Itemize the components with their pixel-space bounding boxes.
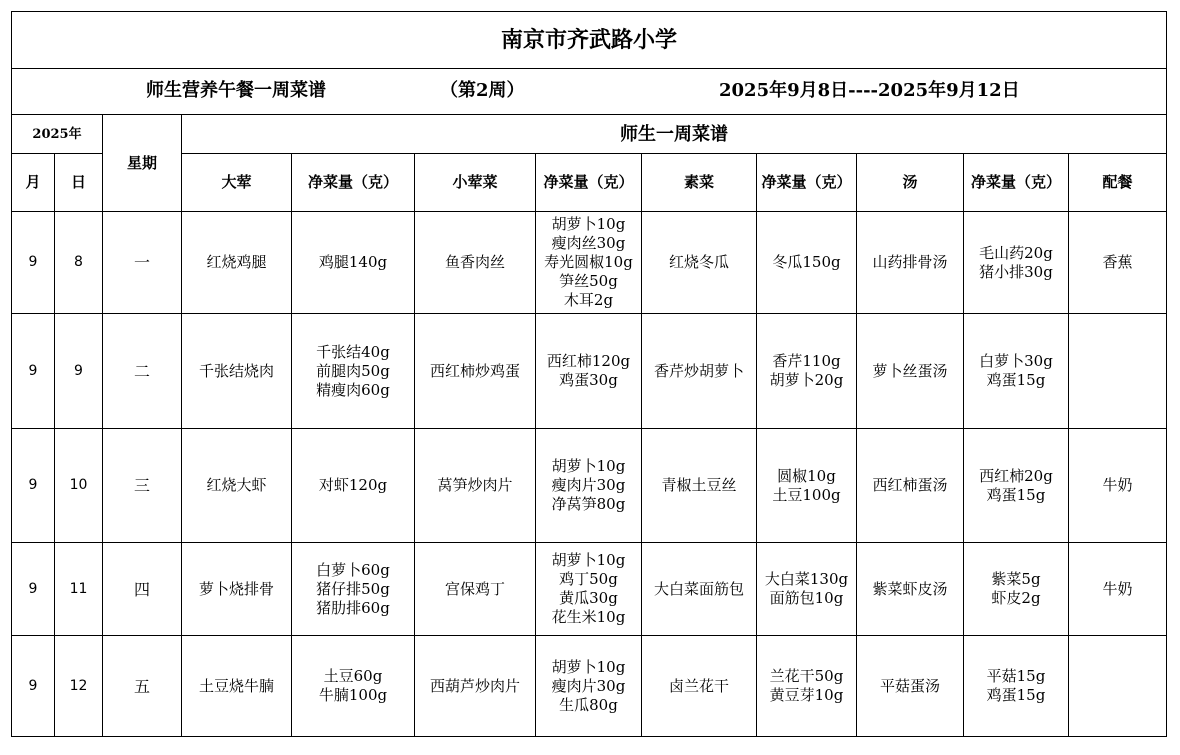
small-dish-cell: 莴笋炒肉片 [415,429,536,543]
net-weight-header: 净菜量（克） [964,154,1069,212]
veg-weight-cell [757,636,857,737]
table-row [12,212,1167,314]
weight-line: 面筋包10g [769,589,844,607]
main-dish-cell: 萝卜烧排骨 [182,543,292,636]
weekday-cell: 四 [103,543,182,636]
small-dish-cell: 鱼香肉丝 [415,212,536,314]
weight-line: 鸡蛋15g [986,371,1046,389]
menu-sheet [11,11,1166,737]
main-dish-cell: 土豆烧牛腩 [182,636,292,737]
main-weight-cell [292,636,415,737]
day-cell: 8 [55,212,103,314]
day-cell: 11 [55,543,103,636]
weight-line: 千张结40g [316,342,390,361]
veg-weight-cell [757,429,857,543]
small-weight-cell [536,429,642,543]
day-cell: 9 [55,314,103,429]
weight-line: 猪肋排60g [316,598,390,617]
menu-title: 师生营养午餐一周菜谱 [146,80,326,101]
weight-line: 黄瓜30g [559,589,618,607]
year-header: 2025年 [12,115,103,154]
weight-line: 寿光圆椒10g [544,253,633,271]
soup-cell: 萝卜丝蛋汤 [857,314,964,429]
small-weight-cell [536,636,642,737]
table-row [12,314,1167,429]
main-weight-cell [292,314,415,429]
month-cell: 9 [12,429,55,543]
table-row [12,636,1167,737]
side-cell: 牛奶 [1069,543,1167,636]
weight-line: 生瓜80g [559,695,618,714]
weight-line: 对虾120g [318,476,388,494]
month-cell: 9 [12,636,55,737]
net-weight-header: 净菜量（克） [536,154,642,212]
weight-line: 白萝卜60g [316,560,390,579]
veg-dish-cell: 大白菜面筋包 [642,543,757,636]
day-cell: 10 [55,429,103,543]
table-row [12,429,1167,543]
weight-line: 毛山药20g [979,243,1053,262]
weight-line: 胡萝卜10g [551,215,626,233]
net-weight-header: 净菜量（克） [292,154,415,212]
main-dish-cell: 红烧大虾 [182,429,292,543]
small-weight-cell [536,543,642,636]
soup-header: 汤 [857,154,964,212]
small-dish-header: 小荤菜 [415,154,536,212]
weight-line: 西红柿20g [979,466,1053,485]
weight-line: 牛腩100g [318,686,388,704]
veg-dish-cell: 卤兰花干 [642,636,757,737]
weight-line: 前腿肉50g [316,361,390,380]
weight-line: 鸡腿140g [318,253,388,271]
main-weight-cell [292,543,415,636]
table-row [12,543,1167,636]
side-cell [1069,636,1167,737]
net-weight-header: 净菜量（克） [757,154,857,212]
weight-line: 花生米10g [551,608,626,626]
weight-line: 木耳2g [563,291,614,309]
small-dish-cell: 宫保鸡丁 [415,543,536,636]
soup-cell: 西红柿蛋汤 [857,429,964,543]
side-cell: 牛奶 [1069,429,1167,543]
weight-line: 土豆100g [772,485,841,504]
soup-weight-cell [964,314,1069,429]
weekly-menu-header: 师生一周菜谱 [182,115,1167,154]
weight-line: 黄豆芽10g [769,686,844,704]
veg-weight-cell [757,212,857,314]
day-header: 日 [55,154,103,212]
weight-line: 大白菜130g [764,570,849,588]
main-dish-header: 大荤 [182,154,292,212]
soup-cell: 紫菜虾皮汤 [857,543,964,636]
side-cell [1069,314,1167,429]
veg-dish-header: 素菜 [642,154,757,212]
small-dish-cell: 西红柿炒鸡蛋 [415,314,536,429]
day-cell: 12 [55,636,103,737]
main-dish-cell: 红烧鸡腿 [182,212,292,314]
soup-weight-cell [964,212,1069,314]
weight-line: 香芹110g [772,352,841,370]
weight-line: 猪小排30g [979,262,1053,281]
soup-weight-cell [964,636,1069,737]
weight-line: 冬瓜150g [772,253,841,271]
weight-line: 兰花干50g [769,667,844,685]
soup-cell: 山药排骨汤 [857,212,964,314]
weekly-menu-table [11,11,1167,737]
school-title: 南京市齐武路小学 [12,12,1167,69]
week-label: （第2周） [440,80,525,101]
veg-dish-cell: 香芹炒胡萝卜 [642,314,757,429]
weight-line: 圆椒10g [777,466,836,485]
month-cell: 9 [12,212,55,314]
weight-line: 猪仔排50g [316,579,390,598]
weight-line: 白萝卜30g [979,352,1053,370]
weight-line: 瘦肉丝30g [551,234,626,252]
main-weight-cell [292,212,415,314]
weight-line: 西红柿120g [546,352,631,370]
small-weight-cell [536,314,642,429]
veg-dish-cell: 红烧冬瓜 [642,212,757,314]
small-dish-cell: 西葫芦炒肉片 [415,636,536,737]
main-dish-cell: 千张结烧肉 [182,314,292,429]
veg-weight-cell [757,314,857,429]
weight-line: 鸡蛋30g [559,371,618,389]
weekday-cell: 五 [103,636,182,737]
main-weight-cell [292,429,415,543]
side-header: 配餐 [1069,154,1167,212]
weight-line: 胡萝卜10g [551,657,626,676]
weekday-cell: 二 [103,314,182,429]
weight-line: 笋丝50g [559,272,618,290]
weekday-cell: 一 [103,212,182,314]
weight-line: 胡萝卜10g [551,457,626,475]
veg-dish-cell: 青椒土豆丝 [642,429,757,543]
weight-line: 瘦肉片30g [551,476,626,494]
weight-line: 胡萝卜20g [769,371,844,389]
weight-line: 平菇15g [986,667,1046,685]
month-cell: 9 [12,543,55,636]
weight-line: 鸡蛋15g [986,485,1046,504]
weight-line: 鸡丁50g [559,570,618,588]
weight-line: 胡萝卜10g [551,551,626,569]
weight-line: 土豆60g [323,667,383,685]
weight-line: 虾皮2g [991,589,1041,607]
veg-weight-cell [757,543,857,636]
date-range: 2025年9月8日----2025年9月12日 [719,80,1020,101]
weekday-cell: 三 [103,429,182,543]
small-weight-cell [536,212,642,314]
weight-line: 紫菜5g [991,570,1041,588]
side-cell: 香蕉 [1069,212,1167,314]
subtitle-row [12,69,1167,115]
soup-weight-cell [964,543,1069,636]
weight-line: 瘦肉片30g [551,676,626,695]
weight-line: 净莴笋80g [551,495,626,513]
soup-weight-cell [964,429,1069,543]
weekday-header: 星期 [103,115,182,212]
weight-line: 鸡蛋15g [986,686,1046,704]
month-header: 月 [12,154,55,212]
soup-cell: 平菇蛋汤 [857,636,964,737]
month-cell: 9 [12,314,55,429]
weight-line: 精瘦肉60g [316,380,390,399]
